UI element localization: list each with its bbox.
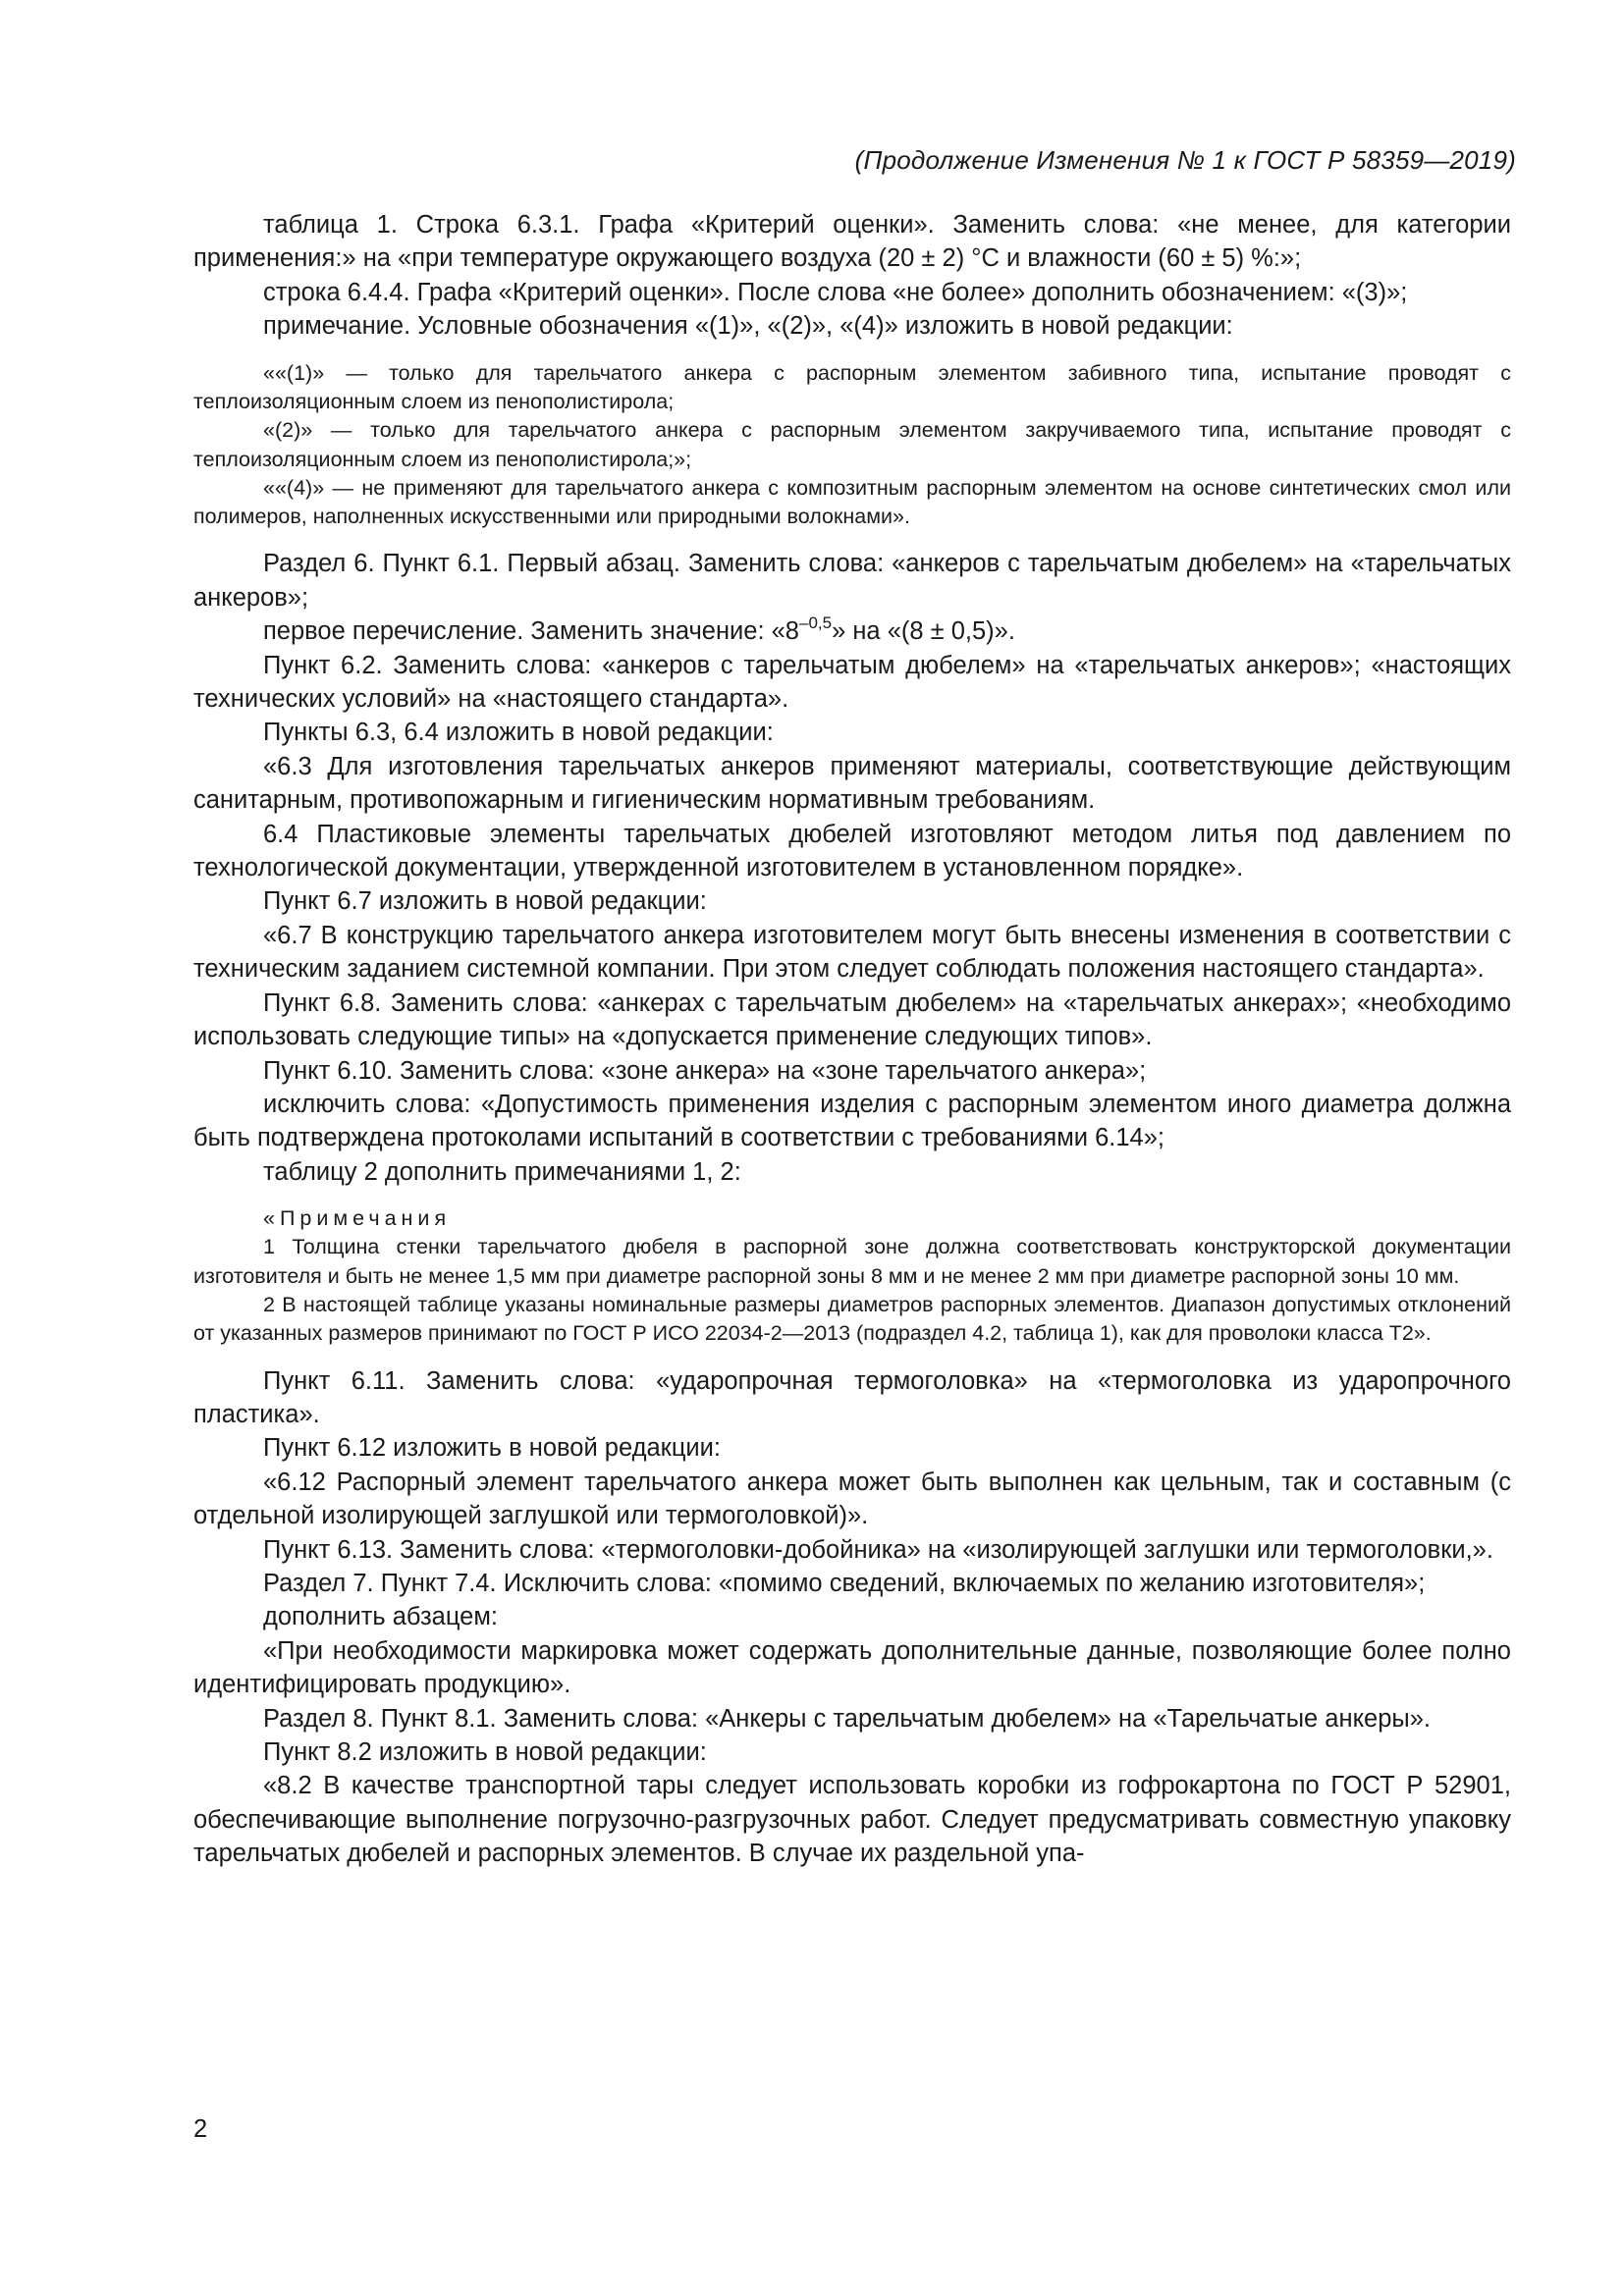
paragraph: таблица 1. Строка 6.3.1. Графа «Критерий оценки». Заменить слова: «не менее, для категории применения:» на «при температуре окружающего воздуха (20 ± 2) °С и влажности (60 ± 5) %:»; xyxy=(193,211,1511,273)
paragraph: таблицу 2 дополнить примечаниями 1, 2: xyxy=(263,1157,741,1186)
text-fragment: » на «(8 ± 0,5)». xyxy=(832,617,1015,646)
paragraph: Пункт 6.7 изложить в новой редакции: xyxy=(263,887,707,916)
running-header: (Продолжение Изменения № 1 к ГОСТ Р 58359—2019) xyxy=(854,145,1516,175)
document-body xyxy=(193,208,1511,1871)
superscript-tolerance: –0,5 xyxy=(798,613,833,632)
paragraph: Пункт 6.2. Заменить слова: «анкеров с тарельчатым дюбелем» на «тарельчатых анкеров»; «настоящих технических условий» на «настоящего стандарта». xyxy=(193,651,1511,714)
page-number: 2 xyxy=(193,2115,208,2143)
note-item: 2 В настоящей таблице указаны номинальные размеры диаметров распорных элементов. Диапазон допустимых отклонений от указанных размеров принимают по ГОСТ Р ИСО 22034-2—2013 (подраздел 4.2, таблица 1), как для проволоки класса Т2». xyxy=(193,1293,1511,1346)
paragraph: Раздел 6. Пункт 6.1. Первый абзац. Заменить слова: «анкеров с тарельчатым дюбелем» на «тарельчатых анкеров»; xyxy=(193,550,1511,612)
notes-title: «Примечания xyxy=(263,1206,452,1231)
paragraph: Пункт 6.13. Заменить слова: «термоголовки-добойника» на «изолирующей заглушки или термоголовки,». xyxy=(263,1535,1493,1564)
paragraph: «6.7 В конструкцию тарельчатого анкера изготовителем могут быть внесены изменения в соответствии с техническим заданием системной компании. При этом следует соблюдать положения настоящего стандарта». xyxy=(193,921,1511,984)
paragraph: Пункты 6.3, 6.4 изложить в новой редакции: xyxy=(263,719,774,747)
paragraph: Раздел 7. Пункт 7.4. Исключить слова: «помимо сведений, включаемых по желанию изготовителя»; xyxy=(263,1570,1426,1598)
table2-note-block xyxy=(193,1204,1511,1348)
paragraph: дополнить абзацем: xyxy=(263,1603,498,1631)
paragraph: Пункт 6.11. Заменить слова: «ударопрочная термоголовка» на «термоголовка из ударопрочного пластика». xyxy=(193,1366,1511,1429)
paragraph: Пункт 6.12 изложить в новой редакции: xyxy=(263,1434,722,1463)
paragraph: строка 6.4.4. Графа «Критерий оценки». После слова «не более» дополнить обозначением: «(3)»; xyxy=(263,278,1408,306)
text-fragment: первое перечисление. Заменить значение: «8 xyxy=(263,617,799,646)
paragraph: Пункт 6.8. Заменить слова: «анкерах с тарельчатым дюбелем» на «тарельчатых анкерах»; «необходимо использовать следующие типы» на «допускается применение следующих типов». xyxy=(193,988,1511,1051)
table1-note-block xyxy=(193,359,1511,532)
paragraph: примечание. Условные обозначения «(1)», «(2)», «(4)» изложить в новой редакции: xyxy=(263,312,1233,341)
note-item: «(2)» — только для тарельчатого анкера с распорным элементом закручиваемого типа, испытание проводят с теплоизоляционным слоем из пенополистирола;»; xyxy=(193,418,1511,471)
paragraph: Раздел 8. Пункт 8.1. Заменить слова: «Анкеры с тарельчатым дюбелем» на «Тарельчатые анкеры». xyxy=(263,1704,1431,1733)
paragraph-with-superscript xyxy=(193,614,1511,648)
note-item: 1 Толщина стенки тарельчатого дюбеля в распорной зоне должна соответствовать конструкторской документации изготовителя и быть не менее 1,5 мм при диаметре распорной зоны 8 мм и не менее 2 мм при диаметре распорной зоны 10 мм. xyxy=(193,1235,1511,1288)
paragraph: Пункт 8.2 изложить в новой редакции: xyxy=(263,1738,707,1767)
paragraph: «При необходимости маркировка может содержать дополнительные данные, позволяющие более полно идентифицировать продукцию». xyxy=(193,1636,1511,1699)
paragraph: «6.12 Распорный элемент тарельчатого анкера может быть выполнен как цельным, так и составным (с отдельной изолирующей заглушкой или термоголовкой)». xyxy=(193,1468,1511,1530)
paragraph: 6.4 Пластиковые элементы тарельчатых дюбелей изготовляют методом литья под давлением по технологической документации, утвержденной изготовителем в установленном порядке». xyxy=(193,820,1511,882)
paragraph: «6.3 Для изготовления тарельчатых анкеров применяют материалы, соответствующие действующим санитарным, противопожарным и гигиеническим нормативным требованиям. xyxy=(193,752,1511,815)
paragraph: Пункт 6.10. Заменить слова: «зоне анкера» на «зоне тарельчатого анкера»; xyxy=(263,1056,1147,1085)
paragraph: исключить слова: «Допустимость применения изделия с распорным элементом иного диаметра должна быть подтверждена протоколами испытаний в соответствии с требованиями 6.14»; xyxy=(193,1090,1511,1152)
paragraph: «8.2 В качестве транспортной тары следует использовать коробки из гофрокартона по ГОСТ Р 52901, обеспечивающие выполнение погрузочно-разгрузочных работ. Следует предусматривать совместную упаковку тарельчатых дюбелей и распорных элементов. В случае их раздельной упа- xyxy=(193,1772,1511,1868)
note-item: ««(1)» — только для тарельчатого анкера с распорным элементом забивного типа, испытание проводят с теплоизоляционным слоем из пенополистирола; xyxy=(193,360,1511,413)
note-item: ««(4)» — не применяют для тарельчатого анкера с композитным распорным элементом на основе синтетических смол или полимеров, наполненных искусственными или природными волокнами». xyxy=(193,475,1511,529)
